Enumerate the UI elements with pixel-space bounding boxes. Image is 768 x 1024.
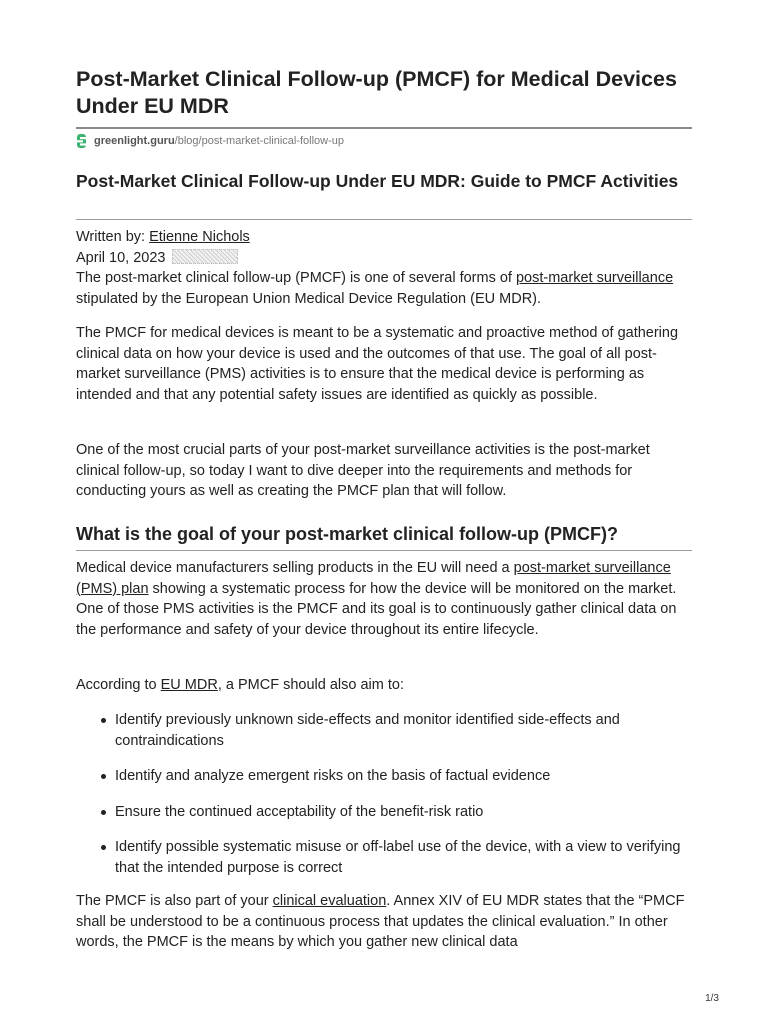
date-line xyxy=(76,248,692,269)
paragraph-1: The post-market clinical follow-up (PMCF) is one of several forms of post-market surveillance stipulated by the European Union Medical Device Regulation (EU MDR). xyxy=(76,270,674,307)
publish-date: April 10, 2023 xyxy=(76,249,166,266)
source-host: greenlight.guru xyxy=(94,135,175,147)
heading-divider xyxy=(76,219,692,220)
source-path: /blog/post-market-clinical-follow-up xyxy=(174,135,345,147)
pmcf-aims-list xyxy=(76,710,692,878)
author-link[interactable]: Etienne Nichols xyxy=(149,229,250,245)
greenlight-logo-icon xyxy=(76,133,88,149)
paragraph-3: One of the most crucial parts of your post-market surveillance activities is the post-market clinical follow-up, so today I want to dive deeper into the requirements and methods for conducting yours as well as creating the PMCF plan that will follow. xyxy=(76,442,650,499)
clinical-evaluation-link[interactable]: clinical evaluation xyxy=(272,893,387,909)
paragraph-4: Medical device manufacturers selling products in the EU will need a post-market surveillance (PMS) plan showing a systematic process for how the device will be monitored on the market. One of those PMS activities is the PMCF and its goal is to continuously gather clinical data on the performance and safety of your device throughout its entire lifecycle. xyxy=(76,560,677,638)
paragraph-6: The PMCF is also part of your clinical evaluation. Annex XIV of EU MDR states that the “PMCF shall be understood to be a continuous process that updates the clinical evaluation.” In other words, the PMCF is the means by which you gather new clinical data xyxy=(76,893,685,950)
section-heading: What is the goal of your post-market clinical follow-up (PMCF)? xyxy=(76,524,619,544)
page-title: Post-Market Clinical Follow-up (PMCF) for Medical Devices Under EU MDR xyxy=(76,67,677,118)
bullet-icon xyxy=(101,810,106,815)
section-divider xyxy=(76,550,692,551)
title-divider xyxy=(76,127,692,129)
article-heading: Post-Market Clinical Follow-up Under EU MDR: Guide to PMCF Activities xyxy=(76,171,679,191)
eu-mdr-link[interactable]: EU MDR xyxy=(160,677,218,693)
paragraph-2: The PMCF for medical devices is meant to be a systematic and proactive method of gathering clinical data on how your device is used and the outcomes of that use. The goal of all post-market surveillance (PMS) activities is to ensure that the medical device is performing as intended and that any potential safety issues are identified as quickly as possible. xyxy=(76,325,679,403)
page-number: 1/3 xyxy=(705,993,719,1004)
author-prefix: Written by: xyxy=(76,229,150,245)
list-item: Identify previously unknown side-effects and monitor identified side-effects and contraindications xyxy=(76,710,692,751)
bullet-icon xyxy=(101,718,106,723)
image-placeholder-icon xyxy=(172,249,238,264)
post-market-surveillance-link[interactable]: post-market surveillance xyxy=(515,270,674,286)
list-item: Identify possible systematic misuse or off-label use of the device, with a view to verifying that the intended purpose is correct xyxy=(76,837,692,878)
article-meta xyxy=(76,227,692,268)
paragraph-5: According to EU MDR, a PMCF should also aim to: xyxy=(76,677,405,693)
source-url[interactable] xyxy=(76,132,344,150)
bullet-icon xyxy=(101,774,106,779)
bullet-icon xyxy=(101,845,106,850)
list-item: Ensure the continued acceptability of the benefit-risk ratio xyxy=(76,802,692,823)
pms-plan-link[interactable]: post-market surveillance (PMS) plan xyxy=(76,560,671,597)
list-item: Identify and analyze emergent risks on the basis of factual evidence xyxy=(76,766,692,787)
author-line xyxy=(76,227,692,248)
